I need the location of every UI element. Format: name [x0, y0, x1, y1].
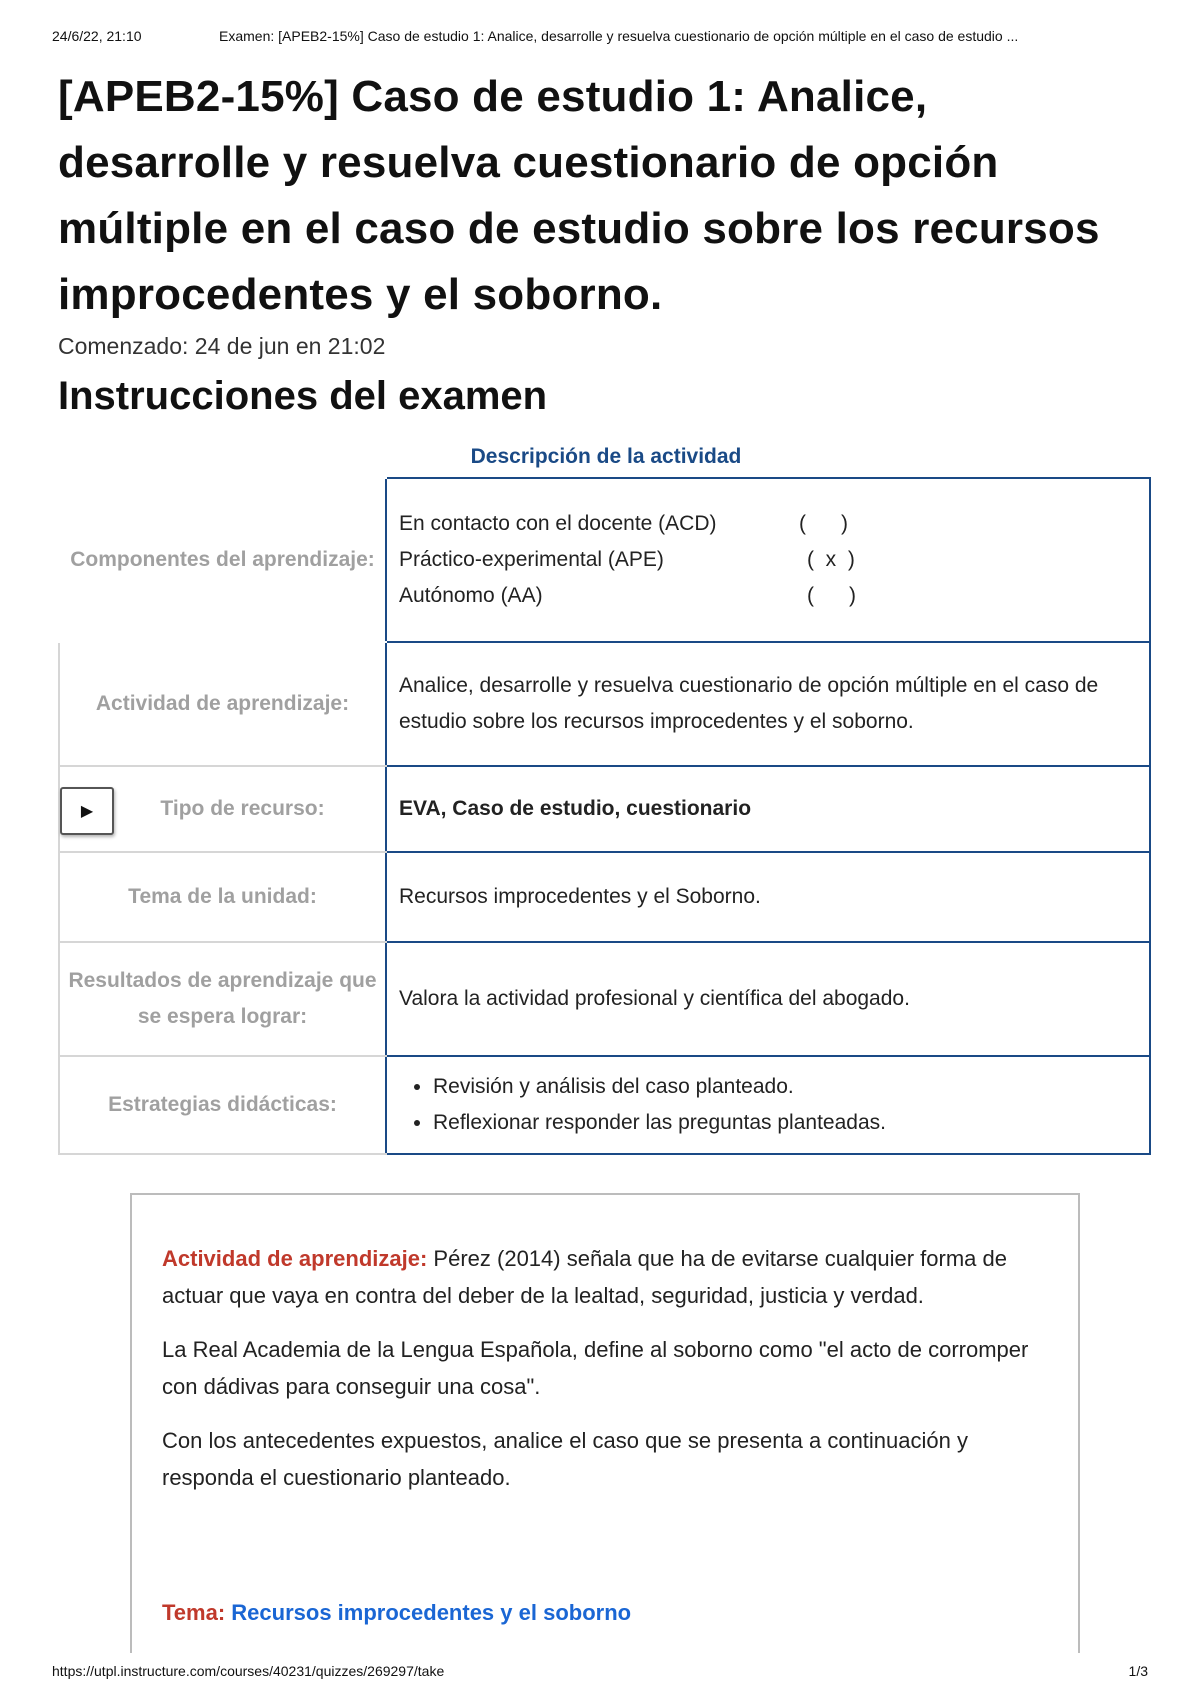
results-value: Valora la actividad profesional y científica del abogado.	[386, 942, 1150, 1056]
table-row-results	[59, 942, 1150, 1056]
component-mark: ( )	[807, 584, 856, 607]
play-icon: ▶	[80, 803, 94, 820]
print-header	[52, 28, 1148, 48]
table-row-components	[59, 478, 1150, 642]
list-item: • Reflexionar responder las preguntas planteadas.	[433, 1105, 1137, 1141]
table-row-resource	[59, 766, 1150, 852]
component-item	[399, 506, 1137, 542]
paragraph-text: Pérez (2014) señala que ha de evitarse cualquier forma de actuar que vaya en contra del deber de la lealtad, seguridad, justicia y verdad.	[162, 1246, 1007, 1308]
component-name: En contacto con el docente (ACD)	[399, 512, 717, 535]
table-caption: Descripción de la actividad	[470, 445, 742, 468]
components-value	[386, 478, 1150, 642]
strategies-label: Estrategias didácticas:	[59, 1056, 386, 1154]
resource-label: Tipo de recurso:	[59, 766, 386, 852]
theme-line	[162, 1600, 631, 1626]
theme-label: Tema de la unidad:	[59, 852, 386, 942]
play-button[interactable]	[60, 787, 114, 835]
theme-inline-value: Recursos improcedentes y el soborno	[231, 1600, 632, 1625]
strategies-list	[399, 1069, 1137, 1141]
content-paragraph: La Real Academia de la Lengua Española, define al soborno como "el acto de corromper con dádivas para conseguir una cosa".	[162, 1337, 1029, 1399]
instructions-heading: Instrucciones del examen	[58, 374, 548, 418]
list-item: • Revisión y análisis del caso planteado.	[433, 1069, 1137, 1105]
component-name: Autónomo (AA)	[399, 584, 543, 607]
table-row-strategies	[59, 1056, 1150, 1154]
component-item	[399, 542, 1137, 578]
components-label: Componentes del aprendizaje:	[70, 548, 375, 571]
theme-value: Recursos improcedentes y el Soborno.	[386, 852, 1150, 942]
component-item	[399, 578, 1137, 614]
activity-description-table	[58, 477, 1151, 1155]
content-paragraph	[162, 1240, 1042, 1314]
page-url: https://utpl.instructure.com/courses/40231/quizzes/269297/take	[52, 1663, 445, 1679]
theme-inline-label: Tema:	[162, 1600, 226, 1625]
activity-inline-label: Actividad de aprendizaje:	[162, 1246, 428, 1271]
print-datetime: 24/6/22, 21:10	[52, 28, 142, 44]
started-timestamp: Comenzado: 24 de jun en 21:02	[58, 333, 386, 359]
resource-value: EVA, Caso de estudio, cuestionario	[386, 766, 1150, 852]
component-name: Práctico-experimental (APE)	[399, 548, 664, 571]
content-paragraph: Con los antecedentes expuestos, analice el caso que se presenta a continuación y responda el cuestionario planteado.	[162, 1428, 968, 1490]
activity-value: Analice, desarrolle y resuelva cuestionario de opción múltiple en el caso de estudio sobre los recursos improcedentes y el soborno.	[386, 642, 1150, 766]
table-row-activity	[59, 642, 1150, 766]
activity-label: Actividad de aprendizaje:	[59, 642, 386, 766]
print-page-title: Examen: [APEB2-15%] Caso de estudio 1: Analice, desarrolle y resuelva cuestionario de opción múltiple en el caso de estudio ...	[219, 28, 1019, 44]
quiz-title: [APEB2-15%] Caso de estudio 1: Analice, desarrolle y resuelva cuestionario de opción múltiple en el caso de estudio sobre los recursos improcedentes y el soborno.	[58, 72, 1100, 319]
content-text	[162, 1240, 1042, 1513]
strategies-value	[386, 1056, 1150, 1154]
component-mark: ( )	[799, 512, 848, 535]
print-footer	[52, 1663, 1148, 1683]
question-content-box	[130, 1193, 1080, 1653]
table-row-theme	[59, 852, 1150, 942]
component-mark: ( x )	[807, 548, 855, 571]
page-number: 1/3	[1128, 1663, 1148, 1679]
results-label: Resultados de aprendizaje que se espera lograr:	[59, 942, 386, 1056]
